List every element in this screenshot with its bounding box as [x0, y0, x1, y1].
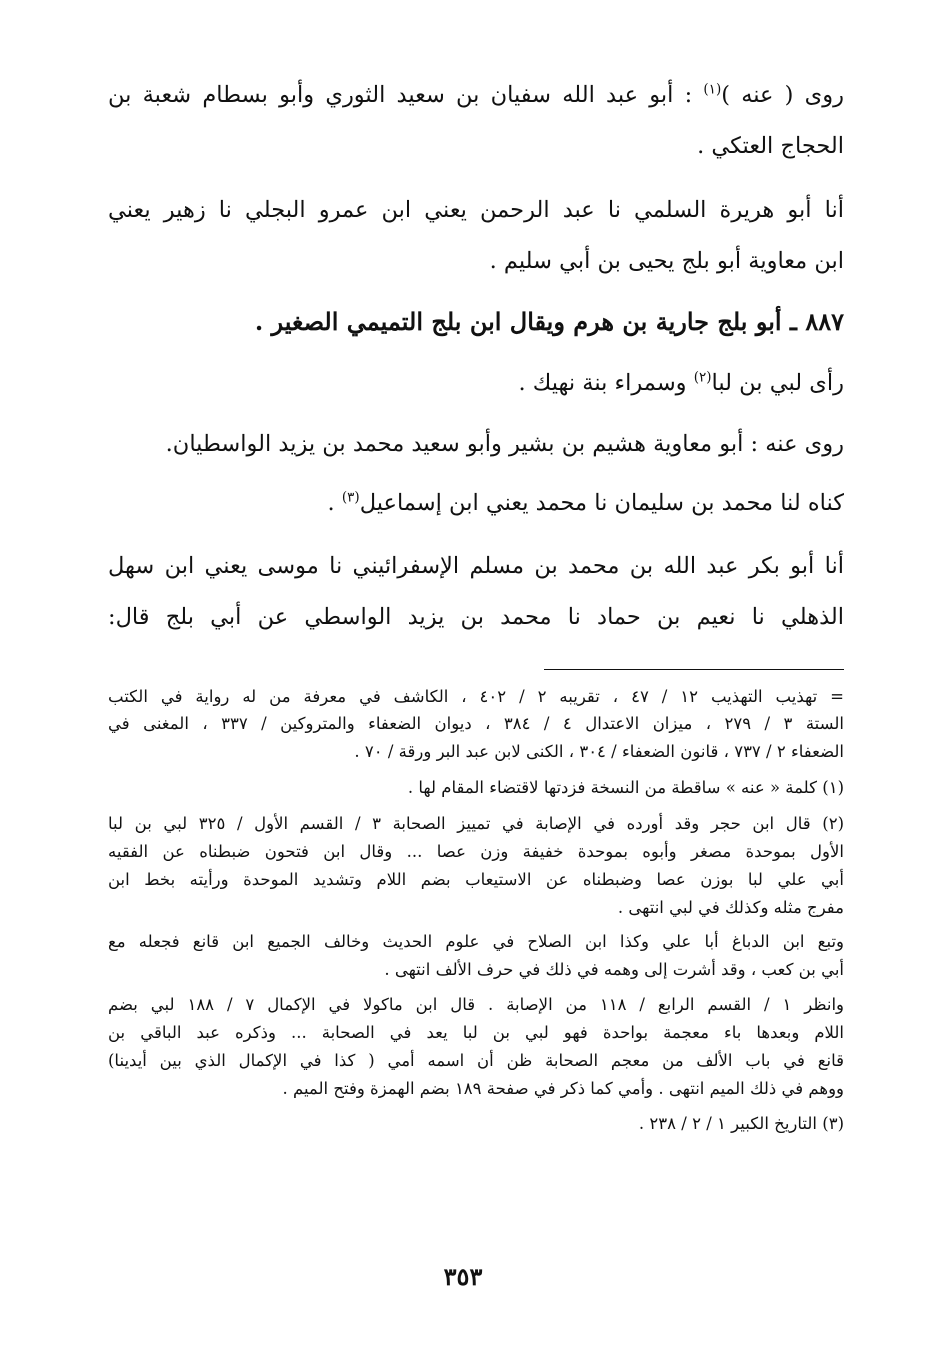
footnote-separator — [544, 669, 844, 670]
body-line-1 — [108, 78, 844, 112]
footnote-line-3: الضعفاء ٢ / ٧٣٧ ، قانون الضعفاء / ٣٠٤ ، الكنى لابن عبد البر ورقة / ٧٠ . — [354, 742, 844, 761]
body-line-9: أنا أبو بكر عبد الله بن محمد بن مسلم الإسفرائيني نا موسى يعني ابن سهل — [108, 553, 844, 579]
footnote-line-1: = تهذيب التهذيب ١٢ / ٤٧ ، تقريبه ٢ / ٤٠٢ ، الكاشف في معرفة من له رواية في الكتب — [108, 687, 844, 706]
body-line-6-start: رأى لبي بن لبا — [711, 370, 844, 396]
body-line-2: الحجاج العتكي . — [697, 133, 844, 159]
footnote-2-line-7: وانظر ١ / القسم الرابع / ١١٨ من الإصابة . قال ابن ماكولا في الإكمال ٧ / ١٨٨ لبي بضم — [108, 995, 844, 1014]
body-line-3: أنا أبو هريرة السلمي نا عبد الرحمن يعني ابن عمرو البجلي نا زهير يعني — [108, 197, 844, 223]
footnote-2-line-2: الأول بموحدة مصغر وأبوه بموحدة خفيفة وزن عصا ... وقال ابن فتحون ضبطناه عن الفقيه — [108, 842, 844, 861]
body-line-1-start: روى ( عنه ) — [721, 82, 844, 108]
body-line-8-start: كناه لنا محمد بن سليمان نا محمد يعني ابن إسماعيل — [359, 490, 844, 516]
body-line-7: روى عنه : أبو معاوية هشيم بن بشير وأبو سعيد محمد بن يزيد الواسطيان. — [165, 431, 844, 457]
footnote-3: (٣) التاريخ الكبير ١ / ٢ / ٢٣٨ . — [638, 1114, 844, 1133]
body-line-8 — [328, 486, 844, 520]
footnote-marker-3: (٣) — [341, 489, 360, 506]
body-line-8-end: . — [327, 490, 342, 516]
page-number: ٣٥٣ — [443, 1262, 483, 1291]
footnote-line-2: الستة ٣ / ٢٧٩ ، ميزان الاعتدال ٤ / ٣٨٤ ، ديوان الضعفاء والمتروكين / ٣٣٧ ، المغنى في — [108, 714, 844, 733]
entry-heading: ٨٨٧ ـ أبو بلج جارية بن هرم ويقال ابن بلج التميمي الصغير . — [254, 307, 844, 336]
footnote-2-line-4: مفرج مثله وكذلك في لبي انتهى . — [617, 898, 844, 917]
body-line-4: ابن معاوية أبو بلج يحيى بن أبي سليم . — [489, 248, 844, 274]
footnote-1: (١) كلمة « عنه » ساقطة من النسخة فزدتها لاقتضاء المقام لها . — [407, 778, 844, 797]
body-line-1-end: : أبو عبد الله سفيان بن سعيد الثوري وأبو بسطام شعبة بن — [108, 82, 704, 108]
footnote-2-line-3: أبي علي لبا بوزن عصا وضبطناه عن الاستيعاب بضم اللام وتشديد الموحدة ورأيته بخط ابن — [108, 870, 844, 889]
body-line-6-end: وسمراء بنة نهيك . — [518, 370, 694, 396]
footnote-2-line-1: (٢) قال ابن حجر وقد أورده في الإصابة في تمييز الصحابة ٣ / القسم الأول / ٣٢٥ لبي بن لبا — [108, 814, 844, 833]
body-line-10: الذهلي نا نعيم بن حماد نا محمد بن يزيد الواسطي عن أبي بلج قال: — [108, 604, 844, 630]
footnote-marker-1: (١) — [703, 81, 722, 98]
footnote-2-line-5: وتبع ابن الدباغ أبا علي وكذا ابن الصلاح في علوم الحديث وخالف الجميع ابن قانع فجعله مع — [108, 932, 844, 951]
footnote-marker-2: (٢) — [693, 369, 712, 386]
footnote-2-line-9: قانع في باب الألف من معجم الصحابة ظن أن اسمه أمي ( كذا في الإكمال الذي بين أيدينا) — [108, 1051, 844, 1070]
footnote-2-line-10: ووهم في ذلك الميم انتهى . وأمي كما ذكر في صفحة ١٨٩ بضم الهمزة وفتح الميم . — [282, 1079, 844, 1098]
footnote-2-line-8: اللام وبعدها باء معجمة بواحدة فهو لبي بن لبا يعد في الصحابة ... وذكره عبد الباقي بن — [108, 1023, 844, 1042]
footnote-2-line-6: أبي بن كعب ، وقد أشرت إلى وهمه في ذلك في حرف الألف انتهى . — [384, 960, 844, 979]
body-line-6 — [518, 366, 844, 400]
